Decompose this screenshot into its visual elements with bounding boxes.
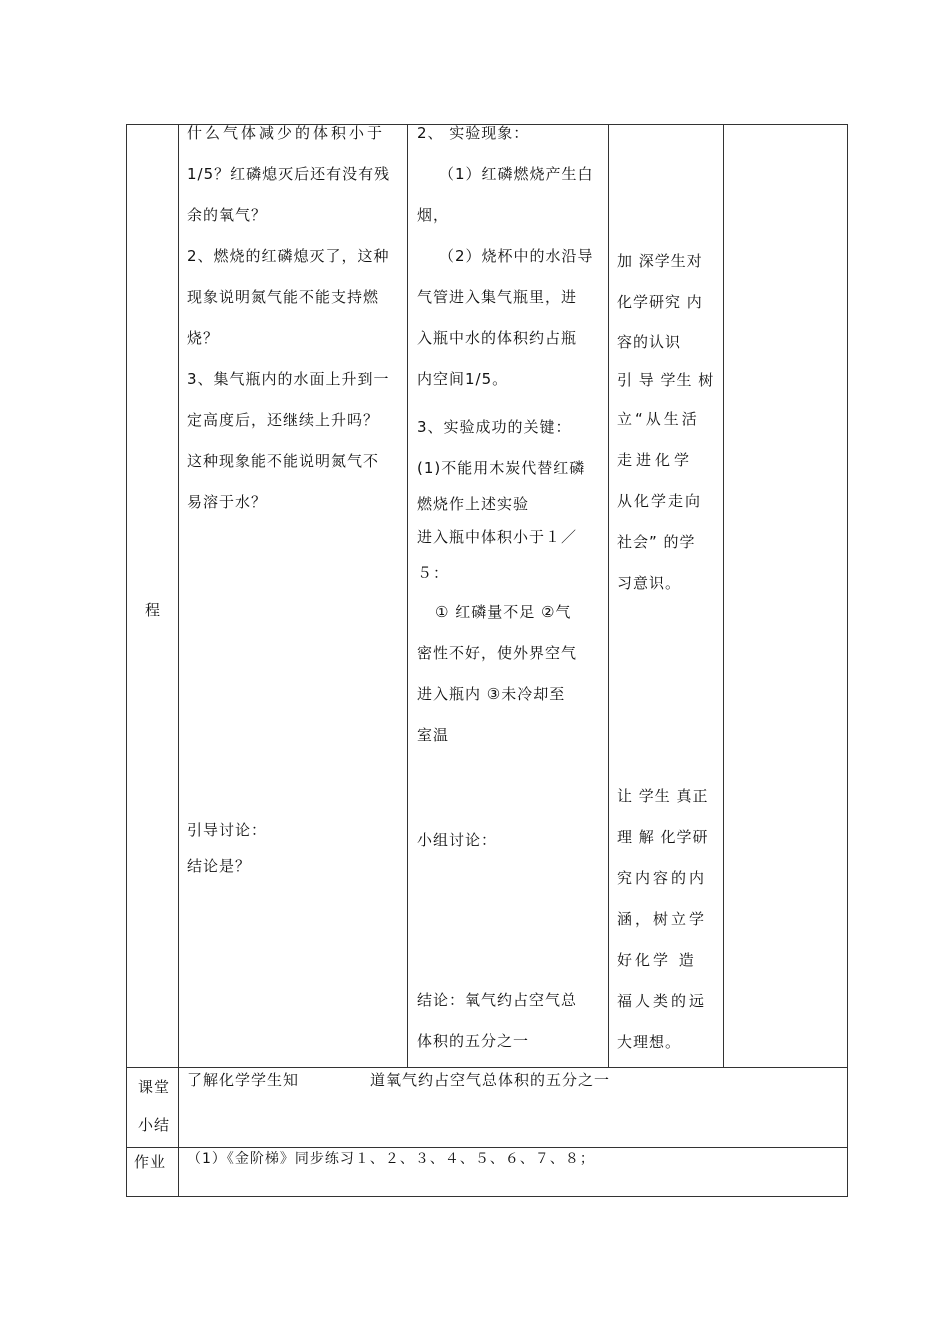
student-conclusion [417, 980, 577, 1062]
student-line: ① 红磷量不足 ②气 [435, 603, 572, 621]
table-bottom-border [126, 1196, 848, 1197]
student-line: 入瓶中水的体积约占瓶 [417, 329, 578, 347]
homework-label: 作业 [134, 1153, 167, 1171]
summary-label [134, 1068, 174, 1144]
intent-line: 好化学 造 [617, 951, 697, 969]
student-line: 进入瓶中体积小于１／ [417, 528, 578, 546]
student-line: 燃烧作上述实验 [417, 495, 530, 513]
summary-text-b: 道氧气约占空气总体积的五分之一 [370, 1071, 611, 1089]
teacher-line: 余的氧气？ [187, 206, 268, 224]
teacher-line: 1/5？红磷熄灭后还有没有残 [187, 165, 391, 183]
student-line: （1）红磷燃烧产生白 [439, 165, 594, 183]
student-discussion: 小组讨论： [417, 831, 498, 849]
intent-line: 社会” 的学 [617, 533, 696, 551]
summary-text-a: 了解化学学生知 [187, 1071, 300, 1089]
student-line: ５： [417, 564, 450, 582]
intent-line: 让 学生 真正 [617, 787, 709, 805]
teacher-discussion-prompt: 引导讨论： [187, 821, 268, 839]
teacher-line: 2、燃烧的红磷熄灭了，这种 [187, 247, 390, 265]
student-line: 室温 [417, 726, 450, 744]
summary-label-line: 课堂 [137, 1078, 170, 1096]
teacher-line: 这种现象能不能说明氮气不 [187, 452, 380, 470]
intent-line: 化学研究 内 [617, 293, 703, 311]
intent-line: 从化学走向 [617, 492, 703, 510]
design-intent-2 [617, 776, 721, 1063]
teacher-conclusion-prompt: 结论是？ [187, 857, 252, 875]
intent-line: 理 解 化学研 [617, 828, 709, 846]
column-divider-1 [178, 124, 179, 1197]
intent-line: 容的认识 [617, 333, 682, 351]
intent-line: 究内容的内 [617, 869, 708, 887]
intent-line: 涵，树立学 [617, 910, 708, 928]
student-line: 2、 实验现象： [417, 124, 530, 142]
column-divider-4 [723, 124, 724, 1068]
process-label: 程 [145, 601, 162, 619]
table-left-border [126, 124, 127, 1197]
summary-label-line: 小结 [137, 1116, 170, 1134]
intent-line: 立“从生活 [617, 410, 700, 428]
intent-line: 加 深学生对 [617, 252, 703, 270]
teacher-line: 烧？ [187, 329, 220, 347]
student-line: 密性不好，使外界空气 [417, 644, 578, 662]
intent-line: 习意识。 [617, 574, 682, 592]
teacher-line: 定高度后，还继续上升吗？ [187, 411, 380, 429]
teacher-discussion [187, 812, 267, 884]
design-intent-1 [617, 241, 721, 604]
student-conclusion-line: 体积的五分之一 [417, 1032, 530, 1050]
student-conclusion-line: 结论：氧气约占空气总 [417, 991, 578, 1009]
teacher-line: 3、集气瓶内的水面上升到一 [187, 370, 390, 388]
student-line: 3、实验成功的关键： [417, 418, 572, 436]
intent-line: 大理想。 [617, 1033, 682, 1051]
student-line: 烟， [417, 206, 450, 224]
teacher-line: 什么气体减少的体积小于 [187, 124, 386, 142]
homework-text: （1）《金阶梯》同步练习１、２、３、４、５、６、７、８； [187, 1151, 595, 1167]
intent-line: 福人类的远 [617, 992, 708, 1010]
teacher-line: 易溶于水？ [187, 493, 268, 511]
column-divider-2 [407, 124, 408, 1068]
table-right-border [847, 124, 848, 1197]
student-activity-text [417, 113, 605, 756]
teacher-line: 现象说明氮气能不能支持燃 [187, 288, 380, 306]
intent-line: 走进化学 [617, 451, 694, 469]
student-line: (1)不能用木炭代替红磷 [417, 459, 586, 477]
column-divider-3 [608, 124, 609, 1068]
student-line: （2）烧杯中的水沿导 [439, 247, 594, 265]
student-line: 内空间1/5。 [417, 370, 509, 388]
student-line: 进入瓶内 ③未冷却至 [417, 685, 566, 703]
student-line: 气管进入集气瓶里，进 [417, 288, 578, 306]
intent-line: 引 导 学生 树 [617, 371, 715, 389]
teacher-activity-text [187, 113, 402, 523]
